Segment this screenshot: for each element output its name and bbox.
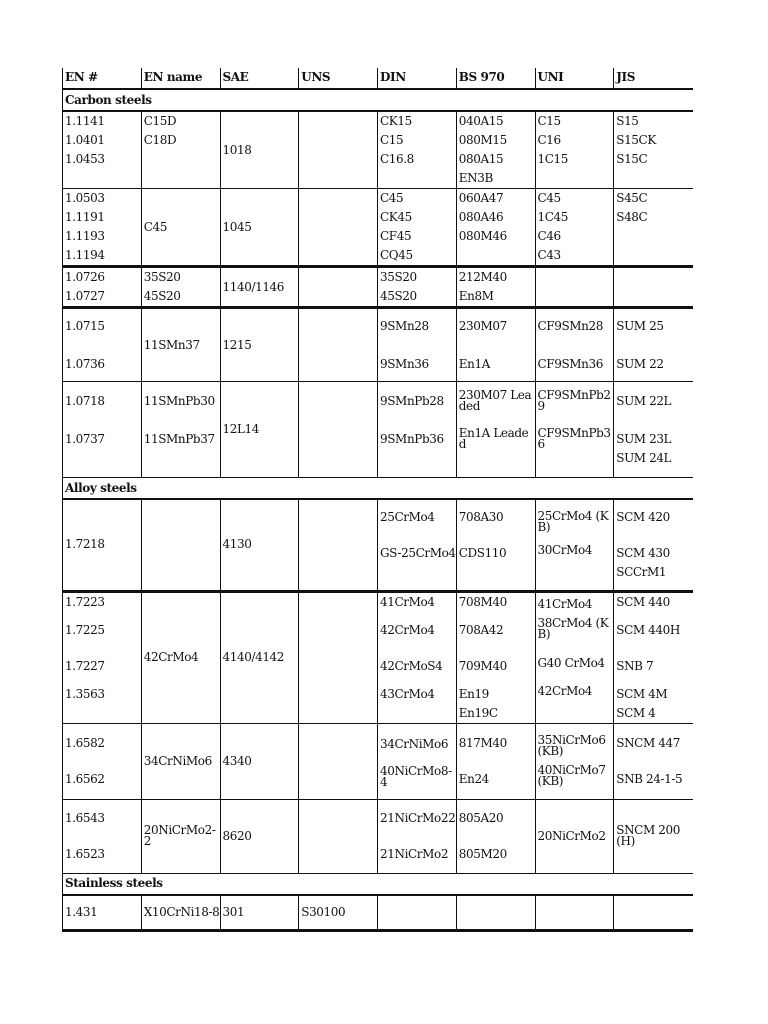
table-row bbox=[63, 267, 693, 308]
cell-uni: 41CrMo4 38CrMo4 (KB) G40 CrMo4 42CrMo4 bbox=[535, 591, 614, 723]
cell-en-number: 1.7223 1.7225 1.7227 1.3563 bbox=[63, 591, 142, 723]
cell-uni: 35NiCrMo6 (KB) 40NiCrMo7 (KB) bbox=[535, 723, 614, 799]
col-bs970: BS 970 bbox=[456, 68, 535, 89]
cell-uni bbox=[535, 267, 614, 308]
cell-en-number: 1.0715 1.0736 bbox=[63, 308, 142, 382]
table-row bbox=[63, 111, 693, 189]
cell-bs970: 230M07 Leaded En1A Leaded bbox=[456, 382, 535, 478]
section-alloy-steels bbox=[63, 478, 693, 500]
col-en-number: EN # bbox=[63, 68, 142, 89]
table-row bbox=[63, 723, 693, 799]
cell-uns bbox=[299, 799, 378, 873]
cell-bs970: 708M40 708A42 709M40 En19 En19C bbox=[456, 591, 535, 723]
cell-uni: 25CrMo4 (KB) 30CrMo4 bbox=[535, 499, 614, 591]
cell-sae: 12L14 bbox=[220, 382, 299, 478]
section-title: Carbon steels bbox=[63, 89, 693, 111]
cell-sae: 1215 bbox=[220, 308, 299, 382]
cell-din: CK15 C15 C16.8 bbox=[378, 111, 457, 189]
cell-sae: 4140/4142 bbox=[220, 591, 299, 723]
cell-sae: 8620 bbox=[220, 799, 299, 873]
cell-sae: 1045 bbox=[220, 189, 299, 267]
cell-en-number: 1.7218 bbox=[63, 499, 142, 591]
cell-din: 21NiCrMo22 21NiCrMo2 bbox=[378, 799, 457, 873]
cell-uns bbox=[299, 382, 378, 478]
cell-en-name: 42CrMo4 bbox=[141, 591, 220, 723]
cell-en-number: 1.6543 1.6523 bbox=[63, 799, 142, 873]
cell-jis: SUM 25 SUM 22 bbox=[614, 308, 693, 382]
cell-en-name: 34CrNiMo6 bbox=[141, 723, 220, 799]
cell-sae: 301 bbox=[220, 895, 299, 931]
cell-jis: SCM 420 SCM 430 SCCrM1 bbox=[614, 499, 693, 591]
section-carbon-steels bbox=[63, 89, 693, 111]
cell-en-name bbox=[141, 499, 220, 591]
cell-uni: C45 1C45 C46 C43 bbox=[535, 189, 614, 267]
section-title: Stainless steels bbox=[63, 873, 693, 895]
col-uns: UNS bbox=[299, 68, 378, 89]
cell-en-name: 20NiCrMo2-2 bbox=[141, 799, 220, 873]
cell-din: 9SMn28 9SMn36 bbox=[378, 308, 457, 382]
cell-uns bbox=[299, 499, 378, 591]
cell-uns bbox=[299, 189, 378, 267]
cell-jis: S45C S48C bbox=[614, 189, 693, 267]
table-row bbox=[63, 382, 693, 478]
cell-jis: SNCM 447 SNB 24-1-5 bbox=[614, 723, 693, 799]
cell-en-number: 1.0726 1.0727 bbox=[63, 267, 142, 308]
cell-uns bbox=[299, 723, 378, 799]
section-title: Alloy steels bbox=[63, 478, 693, 500]
cell-uns bbox=[299, 111, 378, 189]
cell-en-name: X10CrNi18-8 bbox=[141, 895, 220, 931]
cell-en-name: C15D C18D bbox=[141, 111, 220, 189]
cell-en-number: 1.0503 1.1191 1.1193 1.1194 bbox=[63, 189, 142, 267]
cell-uni: CF9SMnPb29 CF9SMnPb36 bbox=[535, 382, 614, 478]
cell-din: 35S20 45S20 bbox=[378, 267, 457, 308]
cell-uns bbox=[299, 591, 378, 723]
col-din: DIN bbox=[378, 68, 457, 89]
cell-jis bbox=[614, 895, 693, 931]
table-row bbox=[63, 189, 693, 267]
cell-uns bbox=[299, 267, 378, 308]
table-row bbox=[63, 895, 693, 931]
table-row bbox=[63, 799, 693, 873]
cell-en-number: 1.6582 1.6562 bbox=[63, 723, 142, 799]
cell-din: 34CrNiMo6 40NiCrMo8-4 bbox=[378, 723, 457, 799]
cell-en-number: 1.431 bbox=[63, 895, 142, 931]
col-en-name: EN name bbox=[141, 68, 220, 89]
cell-bs970: 060A47 080A46 080M46 bbox=[456, 189, 535, 267]
cell-uns: S30100 bbox=[299, 895, 378, 931]
cell-en-number: 1.1141 1.0401 1.0453 bbox=[63, 111, 142, 189]
cell-en-name: 11SMnPb30 11SMnPb37 bbox=[141, 382, 220, 478]
cell-en-name: 35S20 45S20 bbox=[141, 267, 220, 308]
cell-uni: 20NiCrMo2 bbox=[535, 799, 614, 873]
cell-uns bbox=[299, 308, 378, 382]
cell-bs970: 040A15 080M15 080A15 EN3B bbox=[456, 111, 535, 189]
cell-sae: 1140/1146 bbox=[220, 267, 299, 308]
cell-din: 25CrMo4 GS-25CrMo4 bbox=[378, 499, 457, 591]
cell-en-number: 1.0718 1.0737 bbox=[63, 382, 142, 478]
cell-jis: SNCM 200 (H) bbox=[614, 799, 693, 873]
cell-din: 41CrMo4 42CrMo4 42CrMoS4 43CrMo4 bbox=[378, 591, 457, 723]
col-sae: SAE bbox=[220, 68, 299, 89]
cell-din: 9SMnPb28 9SMnPb36 bbox=[378, 382, 457, 478]
cell-uni bbox=[535, 895, 614, 931]
cell-jis bbox=[614, 267, 693, 308]
header-row bbox=[63, 68, 693, 89]
cell-bs970: 212M40 En8M bbox=[456, 267, 535, 308]
col-jis: JIS bbox=[614, 68, 693, 89]
table-row bbox=[63, 591, 693, 723]
cell-sae: 4340 bbox=[220, 723, 299, 799]
cell-jis: S15 S15CK S15C bbox=[614, 111, 693, 189]
section-stainless-steels bbox=[63, 873, 693, 895]
cell-bs970: 817M40 En24 bbox=[456, 723, 535, 799]
cell-uni: C15 C16 1C15 bbox=[535, 111, 614, 189]
cell-bs970: 230M07 En1A bbox=[456, 308, 535, 382]
cell-en-name: C45 bbox=[141, 189, 220, 267]
cell-bs970 bbox=[456, 895, 535, 931]
cell-en-name: 11SMn37 bbox=[141, 308, 220, 382]
cell-sae: 4130 bbox=[220, 499, 299, 591]
cell-bs970: 805A20 805M20 bbox=[456, 799, 535, 873]
col-uni: UNI bbox=[535, 68, 614, 89]
table-row bbox=[63, 308, 693, 382]
cell-uni: CF9SMn28 CF9SMn36 bbox=[535, 308, 614, 382]
cell-jis: SCM 440 SCM 440H SNB 7 SCM 4M SCM 4 bbox=[614, 591, 693, 723]
steel-grade-table bbox=[62, 68, 693, 932]
cell-jis: SUM 22L SUM 23L SUM 24L bbox=[614, 382, 693, 478]
cell-din: C45 CK45 CF45 CQ45 bbox=[378, 189, 457, 267]
cell-bs970: 708A30 CDS110 bbox=[456, 499, 535, 591]
table-row bbox=[63, 499, 693, 591]
cell-sae: 1018 bbox=[220, 111, 299, 189]
cell-din bbox=[378, 895, 457, 931]
